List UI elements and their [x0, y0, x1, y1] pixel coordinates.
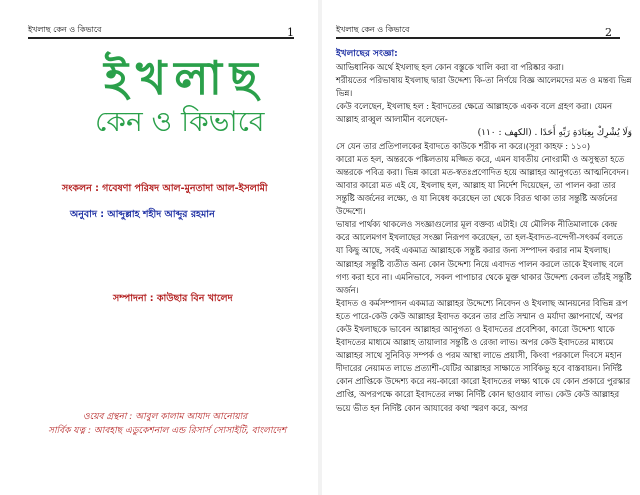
book-subtitle: কেন ও কিভাবে — [95, 105, 265, 138]
paragraph: আবার কারো মত এই যে, ইখলাছ হল, আল্লাহ যা নির্দেশ দিয়েছেন, তা পালন করা তার সন্তুষ্টি অর্জনের লক্ষ্যে, ও যা নিষেধ করেছেন তা থেকে বিরত থাকা তার সন্তুষ্টি অর্জনের উদ্দেশ্যে। — [336, 179, 618, 217]
running-header: ইখলাছ কেন ও কিভাবে — [336, 25, 410, 34]
compiler-credit: সংকলন : গবেষণা পরিষদ আল-মুনতাদা আল-ইসলামী — [62, 183, 268, 194]
paragraph: শরীয়তের পরিভাষায় ইখলাছ দ্বারা উদ্দেশ্য কি-তা নির্ণয়ে বিজ্ঞ আলেমদের মত ও মন্তব্য ভিন্ন ভিন্ন। — [336, 75, 632, 99]
page-number: 1 — [287, 26, 294, 39]
page-body — [336, 48, 632, 415]
paragraph: কারো মত হল, অন্তরকে পঙ্কিলতায় মজ্জিত করে, এমন যাবতীয় নোংরামী ও অসুস্থতা হতে অন্তরকে পবিত্র করা। ভিন্ন কারো মত-স্বতঃপ্রণোদিত হয়ে আল্লাহর আনুগত্যে আত্মনিবেদন। — [336, 153, 629, 177]
book-title: ইখলাছ — [104, 51, 266, 105]
running-header: ইখলাছ কেন ও কিভাবে — [28, 25, 102, 34]
right-page — [322, 0, 640, 495]
paragraph: ইবাদত ও কর্মসম্পাদন একমাত্র আল্লাহর উদ্দেশ্যে নিবেদন ও ইখলাছ আনয়নের বিভিন্ন রূপ হতে পারে-কেউ কেউ আল্লাহর ইবাদত করেন তার প্রতি সম্মান ও মর্যাদা জ্ঞাপনার্থে, অপর কেউ ইখলাছকে ভাবেন আল্লাহর আনুগত্য ও ইবাদতের প্রবেশিকা, কারো উদ্দেশ্য থাকে ইবাদতের মাধ্যমে আল্লাহ তায়ালার সন্তুষ্টি ও রেজা লাভ। অপর কেউ ইবাদতের মাধ্যমে আল্লাহর সাথে সুনিবিড় সম্পর্ক ও পরম আস্থা লাভে প্রয়াসী, কিংবা পরকালে দিবসে মহান দীদারের নেয়ামত লাভে প্রত্যাশী-যেটির আল্লাহর সাক্ষাতে সার্বিকভু হবে বাস্তবায়ন। নির্দিষ্ট কোন প্রাপ্তিকে উদ্দেশ্য করে নয়-কারো কারো ইবাদতের লক্ষ্য থাকে যে কোন প্রকারে পুরস্কার প্রাপ্তি, অপরপক্ষে কারো ইবাদতের লক্ষ্য নির্দিষ্ট কোন ছাওয়াব লাভ। কেউ কেউ আল্লাহর ভয়ে ভীত হন নির্দিষ্ট কোন আযাবের কথা স্মরণ করে, অপর — [336, 297, 631, 413]
page-number: 2 — [605, 26, 612, 39]
arabic-verse: وَلَا يُشْرِكْ بِعِبَادَةِ رَبِّهِ أَحَدًا . (الكهف : ١١٠) — [477, 127, 632, 138]
web-designer-credit: ওয়েব গ্রন্থনা : আবুল কালাম আযাদ আনোয়ার — [83, 412, 248, 422]
publisher-credit: সার্বিক যত্ন : আবহাছ এডুকেশনাল এন্ড রিসার্স সোসাইটি, বাংলাদেশ — [48, 426, 287, 436]
header-rule — [28, 37, 294, 39]
paragraph: কেউ বলেছেন, ইখলাছ হল : ইবাদতের ক্ষেত্রে আল্লাহকে একক বলে গ্রহণ করা। যেমন আল্লাহ রাব্বুল আলামীন বলেছেন- — [336, 101, 612, 125]
left-page — [0, 0, 318, 495]
section-heading: ইখলাছের সংজ্ঞা: — [336, 49, 398, 59]
editor-credit: সম্পাদনা : কাউছার বিন খালেদ — [113, 293, 233, 304]
header-rule — [336, 37, 620, 39]
paragraph: আভিধানিক অর্থে ইখলাছ হল কোন বস্তুকে খালি করা বা পরিষ্কার করা। — [336, 62, 564, 73]
paragraph: ভাষার পার্থক্য থাকলেও সংজ্ঞাগুলোর মূল বক্তব্য এটাই। যে মৌলিক নীতিমালাকে কেন্দ্র করে আলেমগণ ইখলাছের সংজ্ঞা নিরূপণ করেছেন, তা হল-ইবাদত-বন্দেগী-সৎকর্ম বলতে যা কিছু আছে, সবই একমাত্র আল্লাহকে সন্তুষ্ট করার জন্য সম্পাদন করার নাম ইখলাছ। আল্লাহর সন্তুষ্টি ব্যতীত অন্য কোন উদ্দেশ্য নিয়ে এবাদত পালন করলে তাকে ইখলাছ বলে গণ্য করা হবে না। এমনিভাবে, সকল পাপাচার থেকে মুক্ত থাকার উদ্দেশ্য কেবল তাঁরই সন্তুষ্টি অর্জন। — [336, 219, 632, 295]
translator-credit: অনুবাদ : আব্দুল্লাহ শহীদ আব্দুর রহমান — [70, 209, 215, 220]
paragraph: সে যেন তার প্রতিপালকের ইবাদতে কাউকে শরীক না করে।(সূরা কাহফ : ১১০) — [336, 140, 591, 151]
